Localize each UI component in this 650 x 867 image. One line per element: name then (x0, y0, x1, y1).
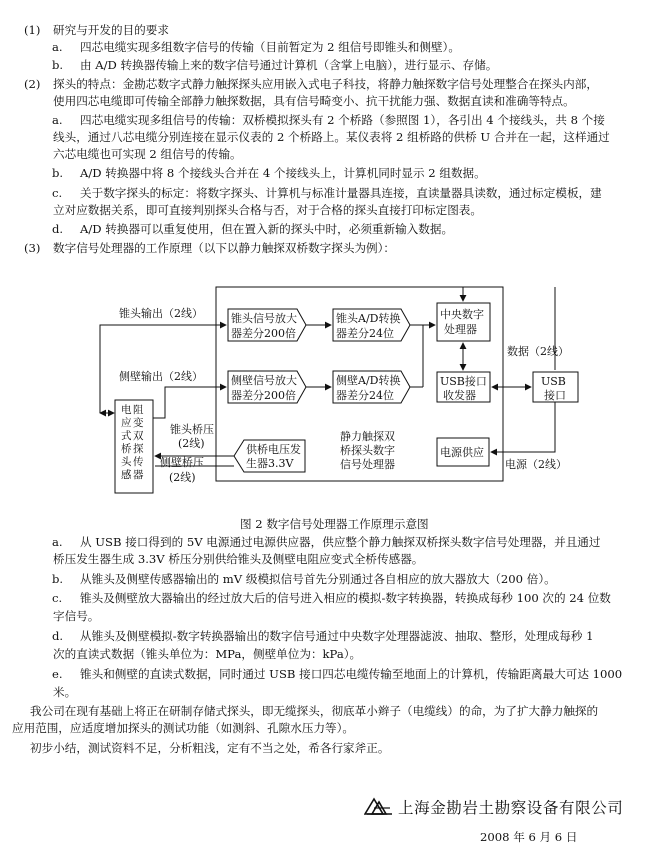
section-1-title: 研究与开发的目的要求 (53, 23, 169, 37)
sensor-label-char: 变 (133, 417, 144, 429)
sensor-label-char: 头 (121, 456, 132, 468)
list-item-label: c. (52, 186, 63, 200)
section-2-intro: 使用四芯电缆即可传输全部静力触探数据，具有信号畸变小、抗干扰能力强、数据直读和准确等特点。 (53, 94, 575, 108)
cone-ad-text-2: 器差分24位 (336, 327, 394, 340)
label-cone-output: 锥头输出（2线） (119, 307, 203, 320)
side-ad-text-1: 侧壁A/D转换 (336, 374, 401, 387)
sensor-label-char: 应 (121, 417, 132, 429)
list-item-text: 从 USB 接口得到的 5V 电源通过电源供应器，供应整个静力触探双桥探头数字信号处理器，并且通过 (80, 535, 601, 549)
sensor-label-char: 桥 (121, 443, 132, 455)
list-item-text: 线头，通过八芯电缆分别连接在显示仪表的 2 个桥路上。某仪表将 2 组桥路的供桥 U 合并在一起，这样通过 (53, 130, 610, 144)
list-item-text: 锥头和侧壁的直读式数据，同时通过 USB 接口四芯电缆传输至地面上的计算机，传输距离最大可达 1000 (80, 667, 623, 681)
list-item-label: a. (52, 113, 63, 127)
sensor-label-char: 双 (133, 430, 144, 442)
bridge-supply-text-1: 供桥电压发 (246, 443, 301, 456)
side-amp-text-2: 器差分200倍 (231, 389, 296, 402)
bridge-supply-text-2: 生器3.3V (246, 457, 294, 470)
label-side-bridge-2: (2线) (169, 471, 196, 484)
cone-amp-text-1: 锥头信号放大 (231, 312, 297, 325)
closing-paragraph: 应用范围，应适度增加探头的测试功能（如测斜、孔隙水压力等）。 (12, 721, 355, 735)
list-item-text: 锥头及侧壁放大器输出的经过放大后的信号进入相应的模拟-数字转换器，转换成每秒 100 次的 24 位数 (80, 591, 611, 605)
document-date: 2008 年 6 月 6 日 (480, 830, 578, 844)
company-name: 上海金勘岩土勘察设备有限公司 (398, 799, 624, 817)
list-item-text: 桥压发生器生成 3.3V 桥压分别供给锥头及侧壁电阻应变式全桥传感器。 (53, 552, 424, 566)
list-item-label: e. (52, 667, 63, 681)
sensor-label-char: 感 (121, 469, 132, 481)
company-logo-icon (364, 797, 394, 815)
list-item-text: 由 A/D 转换器传输上来的数字信号通过计算机（含掌上电脑），进行显示、存储。 (80, 58, 498, 72)
list-item-label: b. (52, 58, 64, 72)
list-item-text: A/D 转换器中将 8 个接线头合并在 4 个接线头上，计算机同时显示 2 组数据。 (80, 166, 486, 180)
figure-caption: 图 2 数字信号处理器工作原理示意图 (240, 517, 429, 531)
list-item-text: 六芯电缆也可实现 2 组信号的传输。 (53, 147, 242, 161)
cone-amp-text-2: 器差分200倍 (231, 327, 296, 340)
label-data: 数据（2线） (507, 345, 569, 358)
usb-port-text-2: 接口 (544, 389, 566, 402)
side-ad-text-2: 器差分24位 (336, 389, 394, 402)
label-side-output: 侧壁输出（2线） (119, 370, 203, 383)
list-item-text: 次的直读式数据（锥头单位为：MPa，侧壁单位为：kPa）。 (53, 647, 362, 661)
list-item-label: d. (52, 222, 64, 236)
closing-paragraph: 我公司在现有基础上将正在研制存储式探头，即无缆探头，彻底革小辫子（电缆线）的命，为了扩大静力触探的 (30, 704, 599, 718)
list-item-label: c. (52, 591, 63, 605)
list-item-label: d. (52, 629, 64, 643)
list-item-text: 字信号。 (53, 609, 100, 623)
list-item-text: 四芯电缆实现多组信号的传输：双桥模拟探头有 2 个桥路（参照图 1），各引出 4 个接线头，共 8 个接 (80, 113, 605, 127)
section-2-number: (2) (24, 77, 41, 91)
sensor-label-char: 阻 (133, 404, 144, 416)
list-item-text: 从锥头及侧壁传感器输出的 mV 级模拟信号首先分别通过各自相应的放大器放大（200 倍）。 (80, 572, 556, 586)
closing-paragraph: 初步小结，测试资料不足，分析粗浅，定有不当之处，希各行家斧正。 (30, 741, 390, 755)
sensor-label-char: 传 (133, 456, 144, 468)
list-item-label: a. (52, 40, 63, 54)
usb-trx-text-1: USB接口 (440, 375, 487, 388)
sensor-label-char: 探 (133, 443, 144, 455)
section-1-number: (1) (24, 23, 41, 37)
cpu-text-2: 处理器 (444, 323, 477, 336)
processor-label-1: 静力触探双 (340, 430, 395, 443)
list-item-label: a. (52, 535, 63, 549)
sensor-label-char: 器 (133, 469, 144, 481)
usb-port-text-1: USB (541, 375, 566, 388)
sensor-label-char: 式 (121, 430, 132, 442)
list-item-text: A/D 转换器可以重复使用，但在置入新的探头中时，必须重新输入数据。 (80, 222, 454, 236)
label-side-bridge-1: 侧壁桥压 (160, 456, 204, 469)
list-item-text: 关于数字探头的标定：将数字探头、计算机与标准计量器具连接，直读量器具读数，通过标定模板，建 (80, 186, 602, 200)
list-item-text: 从锥头及侧壁模拟-数字转换器输出的数字信号通过中央数字处理器滤波、抽取、整形，处理成每秒 1 (80, 629, 594, 643)
power-supply-text: 电源供应 (440, 446, 484, 459)
section-3-title: 数字信号处理器的工作原理（以下以静力触探双桥数字探头为例）： (53, 241, 396, 255)
section-2-intro: 探头的特点：金勘芯数字式静力触探探头应用嵌入式电子科技，将静力触探数字信号处理整合在探头内部， (53, 77, 598, 91)
list-item-label: b. (52, 166, 64, 180)
usb-trx-text-2: 收发器 (443, 389, 476, 402)
processor-label-2: 桥探头数字 (340, 444, 395, 457)
list-item-label: b. (52, 572, 64, 586)
list-item-text: 四芯电缆实现多组数字信号的传输（目前暂定为 2 组信号即锥头和侧壁）。 (80, 40, 460, 54)
side-amp-text-1: 侧壁信号放大 (231, 374, 297, 387)
cone-ad-text-1: 锥头A/D转换 (336, 312, 401, 325)
list-item-text: 米。 (53, 685, 77, 699)
processor-label-3: 信号处理器 (340, 458, 395, 471)
label-power: 电源（2线） (505, 458, 567, 471)
cpu-text-1: 中央数字 (440, 308, 484, 321)
sensor-label-char: 电 (121, 404, 132, 416)
list-item-text: 立对应数据关系，即可直接判别探头合格与否，对于合格的探头直接打印标定图表。 (53, 203, 482, 217)
label-cone-bridge-1: 锥头桥压 (170, 423, 214, 436)
section-3-number: (3) (24, 241, 41, 255)
label-cone-bridge-2: (2线) (178, 437, 205, 450)
